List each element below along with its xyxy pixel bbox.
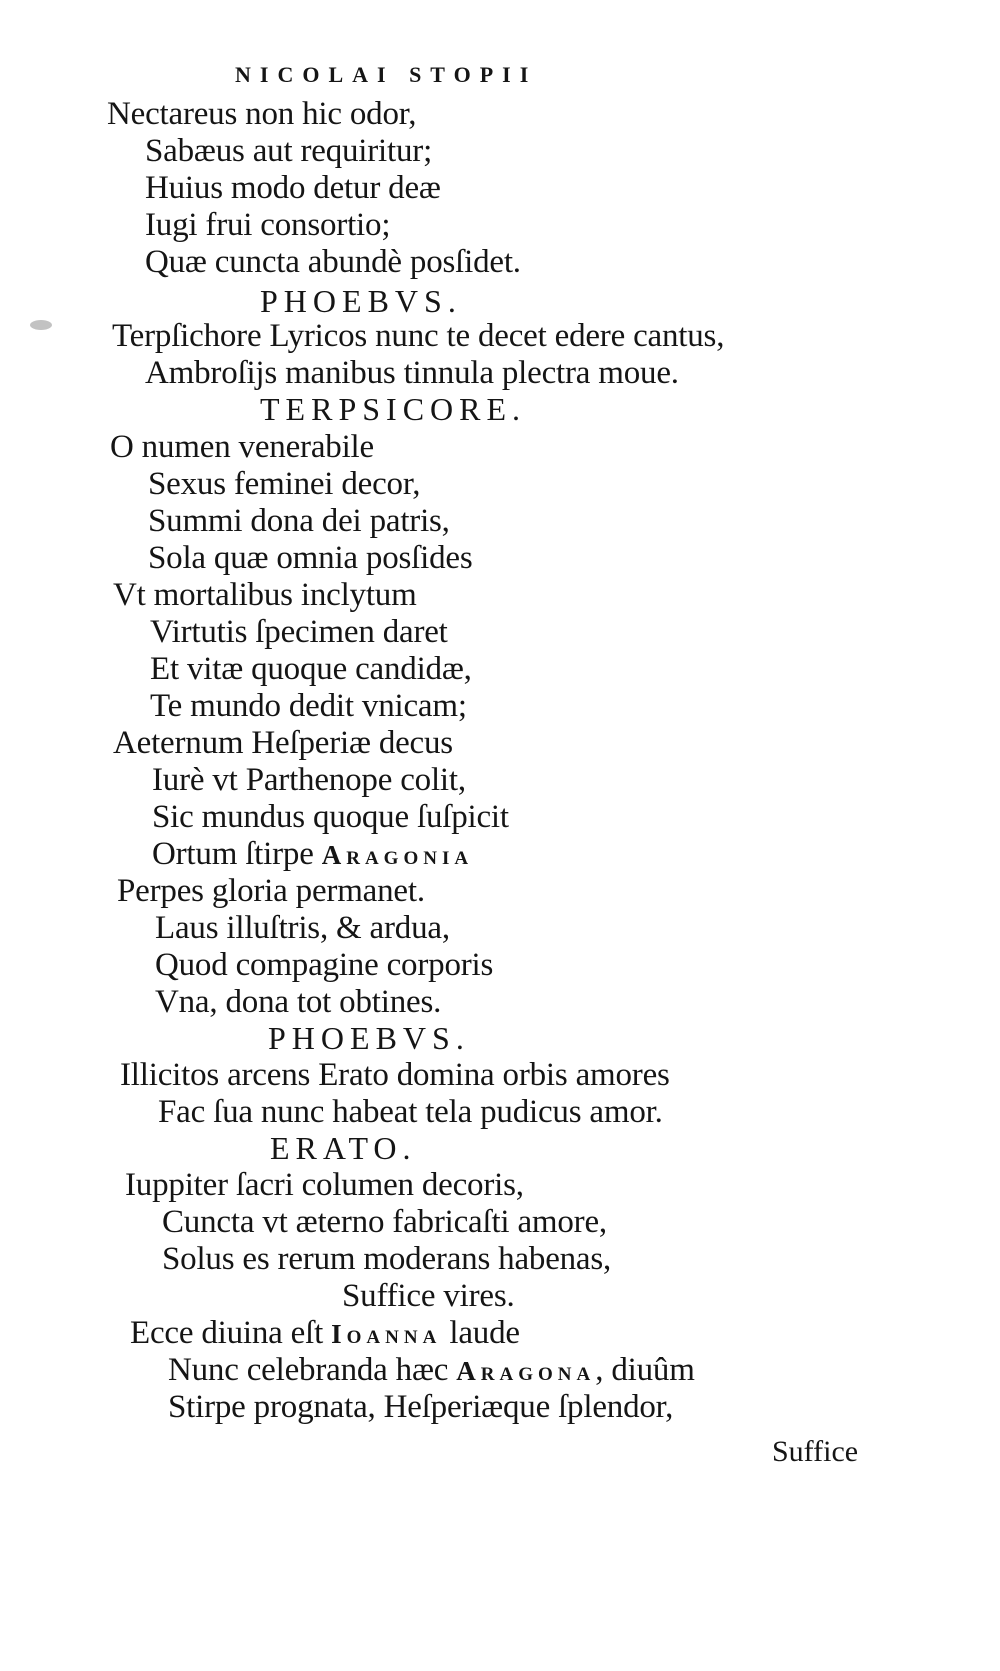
proper-name: Ioanna (331, 1319, 442, 1349)
verse-text: Ortum ſtirpe (152, 836, 314, 872)
verse-line: Solus es rerum moderans habenas, (162, 1241, 612, 1277)
verse-text: Ecce diuina eſt (130, 1315, 324, 1351)
verse-line: Iurè vt Parthenope colit, (152, 762, 466, 798)
verse-line: Et vitæ quoque candidæ, (150, 651, 472, 687)
catchword: Suffice (772, 1435, 859, 1468)
speaker-heading: PHOEBVS. (260, 283, 462, 319)
verse-line: Vna, dona tot obtines. (155, 984, 442, 1020)
verse-line: Iugi frui consortio; (145, 207, 391, 243)
verse-line: Laus illuſtris, & ardua, (155, 910, 450, 946)
running-head: NICOLAI STOPII (235, 62, 538, 87)
verse-line: Stirpe prognata, Heſperiæque ſplendor, (168, 1389, 674, 1425)
verse-line: Sabæus aut requiritur; (145, 133, 433, 169)
verse-line: Suffice vires. (342, 1278, 515, 1314)
verse-line: Ambroſijs manibus tinnula plectra moue. (145, 355, 679, 391)
verse-line (152, 834, 473, 875)
verse-line: Illicitos arcens Erato domina orbis amores (120, 1057, 670, 1093)
verse-line: Vt mortalibus inclytum (113, 577, 417, 613)
proper-name: Aragona (456, 1356, 596, 1386)
ink-smudge (30, 320, 52, 330)
verse-line: Cuncta vt æterno fabricaſti amore, (162, 1204, 607, 1240)
verse-line: Perpes gloria permanet. (117, 873, 425, 909)
verse-text: , diuûm (595, 1352, 695, 1388)
verse-line (168, 1350, 695, 1391)
verse-line: Summi dona dei patris, (148, 503, 450, 539)
speaker-heading: ERATO. (270, 1130, 417, 1166)
verse-line: Huius modo detur deæ (145, 170, 441, 206)
verse-line: Quæ cuncta abundè posſidet. (145, 244, 521, 280)
verse-line: Sola quæ omnia posſides (148, 540, 473, 576)
verse-line: Iuppiter ſacri columen decoris, (125, 1167, 524, 1203)
verse-line: Te mundo dedit vnicam; (150, 688, 467, 724)
verse-text: laude (449, 1315, 520, 1351)
verse-line: Sic mundus quoque ſuſpicit (152, 799, 509, 835)
verse-line: Sexus feminei decor, (148, 466, 421, 502)
speaker-heading: TERPSICORE. (260, 391, 527, 427)
verse-line: Quod compagine corporis (155, 947, 494, 983)
verse-line: O numen venerabile (110, 429, 374, 465)
verse-line (130, 1313, 520, 1354)
proper-name: Aragonia (321, 840, 474, 870)
verse-line: Fac ſua nunc habeat tela pudicus amor. (158, 1094, 663, 1130)
verse-line: Terpſichore Lyricos nunc te decet edere cantus, (112, 318, 725, 354)
verse-line: Aeternum Heſperiæ decus (113, 725, 453, 761)
speaker-heading: PHOEBVS. (268, 1020, 470, 1056)
verse-text: Nunc celebranda hæc (168, 1352, 449, 1388)
verse-line: Nectareus non hic odor, (107, 96, 417, 132)
verse-line: Virtutis ſpecimen daret (150, 614, 448, 650)
